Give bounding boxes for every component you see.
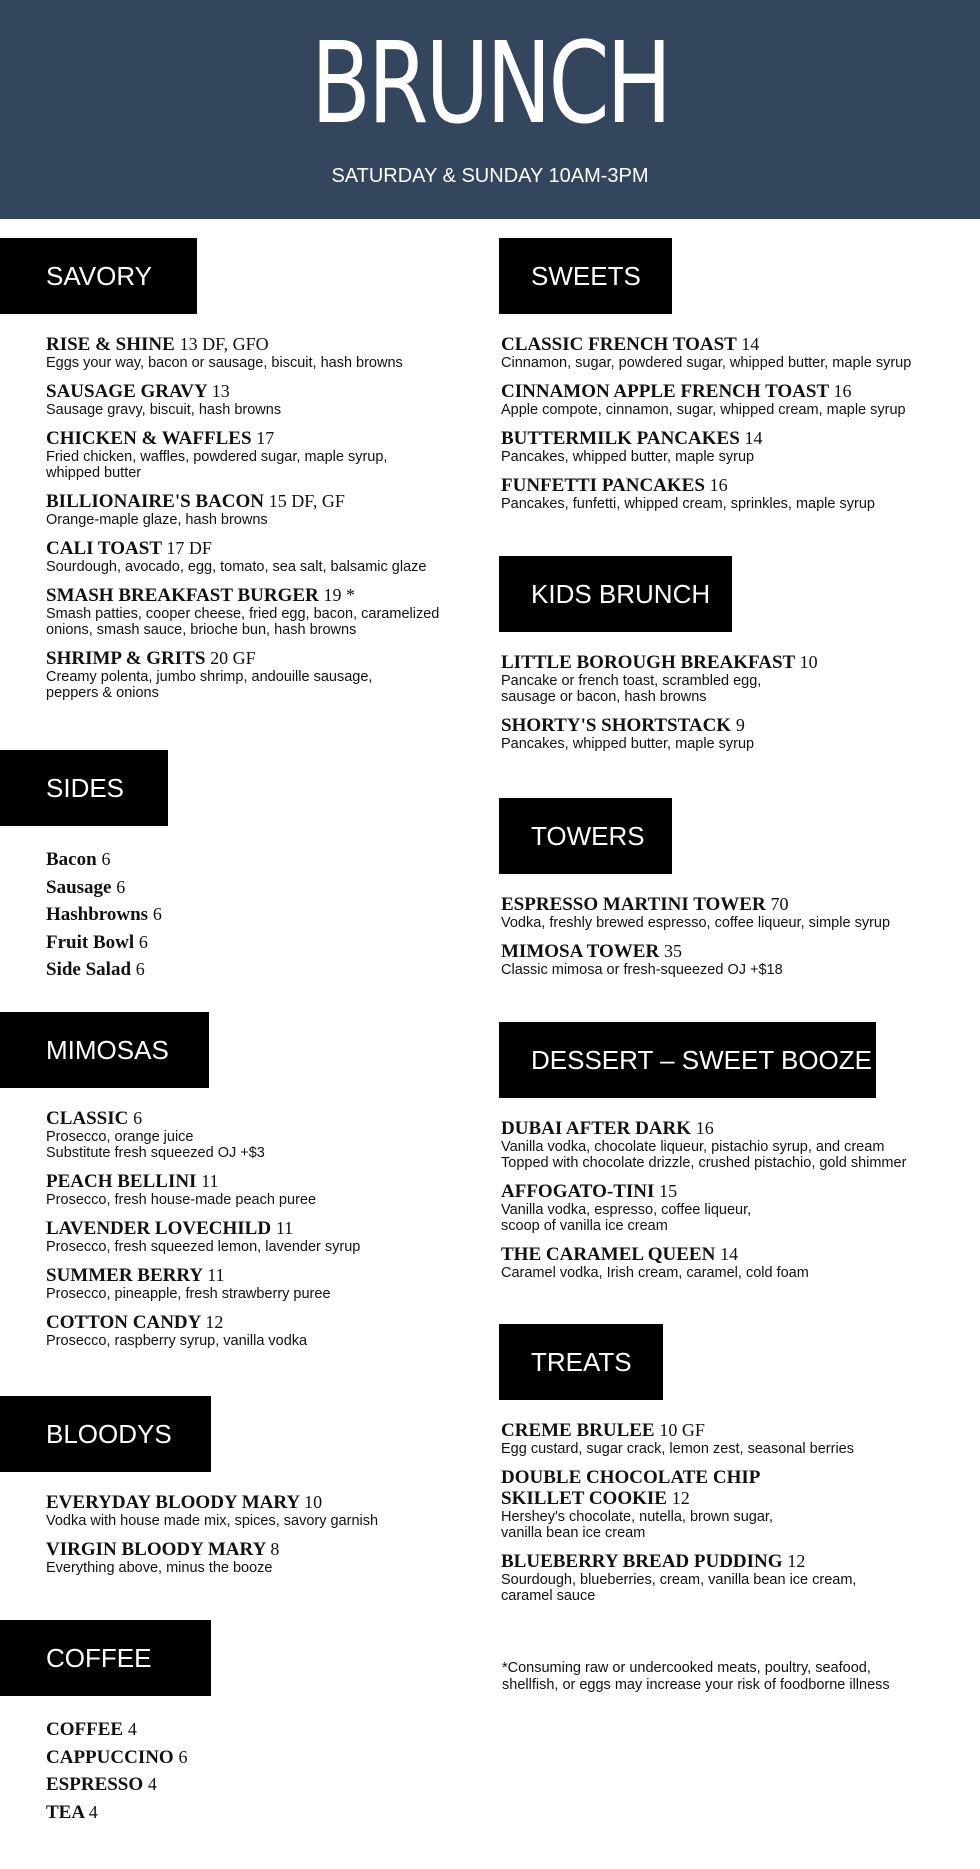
menu-item	[501, 652, 969, 705]
item-price: 35	[663, 941, 682, 961]
item-name: CINNAMON APPLE FRENCH TOAST	[501, 381, 829, 402]
section-items	[499, 1400, 969, 1604]
item-price: 13 DF, GFO	[179, 334, 269, 354]
menu-item	[501, 1551, 969, 1604]
item-description: Pancakes, whipped butter, maple syrup	[501, 449, 755, 465]
item-heading	[46, 334, 480, 355]
item-price: 11	[201, 1171, 219, 1191]
item-name: COFFEE	[46, 1719, 124, 1740]
item-price: 14	[741, 334, 760, 354]
item-name: Fruit Bowl	[46, 931, 135, 953]
item-heading	[501, 894, 969, 915]
section-items	[499, 632, 969, 752]
menu-item	[46, 1539, 480, 1576]
item-description: Eggs your way, bacon or sausage, biscuit, hash browns	[46, 355, 403, 371]
item-name: BILLIONAIRE'S BACON	[46, 491, 265, 512]
item-heading	[501, 1467, 969, 1488]
item-description: Classic mimosa or fresh-squeezed OJ +$18	[501, 962, 783, 978]
menu-item	[46, 1171, 480, 1208]
hours-subtitle: SATURDAY & SUNDAY 10AM-3PM	[331, 165, 649, 187]
item-description: Vodka with house made mix, spices, savory garnish	[46, 1513, 379, 1529]
item-price: 15 DF, GF	[268, 491, 345, 511]
item-description: Sausage gravy, biscuit, hash browns	[46, 402, 282, 418]
section-towers	[499, 798, 969, 988]
menu-item	[46, 648, 480, 701]
item-name: ESPRESSO	[46, 1774, 144, 1795]
item-price: 12	[671, 1488, 690, 1508]
menu-item	[501, 941, 969, 978]
section-title: KIDS BRUNCH	[499, 556, 732, 632]
item-description: vanilla bean ice cream	[501, 1525, 646, 1541]
section-items	[0, 1088, 480, 1349]
section-items	[499, 314, 969, 512]
item-description: scoop of vanilla ice cream	[501, 1218, 668, 1234]
menu-item	[46, 846, 480, 874]
item-name: DOUBLE CHOCOLATE CHIP	[501, 1467, 761, 1488]
item-description: Sourdough, blueberries, cream, vanilla bean ice cream,	[501, 1572, 857, 1588]
section-title: SWEETS	[499, 238, 672, 314]
item-description: peppers & onions	[46, 685, 159, 701]
section-savory	[0, 238, 480, 711]
item-heading	[501, 941, 969, 962]
header-banner	[0, 0, 980, 219]
item-price: 16	[709, 475, 728, 495]
item-price: 6	[135, 959, 145, 979]
item-description: Fried chicken, waffles, powdered sugar, maple syrup,	[46, 449, 388, 465]
menu-item	[46, 874, 480, 902]
item-name: SKILLET COOKIE	[501, 1488, 667, 1509]
menu-item	[46, 381, 480, 418]
section-items	[0, 1696, 480, 1826]
item-name: CHICKEN & WAFFLES	[46, 428, 252, 449]
item-name: SHORTY'S SHORTSTACK	[501, 715, 732, 736]
menu-item	[46, 1108, 480, 1161]
section-sides	[0, 750, 480, 984]
item-heading	[46, 538, 480, 559]
item-price: 4	[147, 1774, 157, 1794]
item-description: onions, smash sauce, brioche bun, hash browns	[46, 622, 357, 638]
item-name: Bacon	[46, 849, 97, 870]
footnote-line: *Consuming raw or undercooked meats, poultry, seafood,	[502, 1660, 871, 1676]
item-name: Side Salad	[46, 959, 132, 980]
item-heading	[46, 901, 480, 929]
section-title: BLOODYS	[0, 1396, 211, 1472]
item-price: 10	[304, 1492, 323, 1512]
footnote-line: shellfish, or eggs may increase your risk of foodborne illness	[502, 1677, 890, 1693]
section-items	[499, 874, 969, 978]
item-price: 6	[138, 931, 148, 952]
item-description: Apple compote, cinnamon, sugar, whipped cream, maple syrup	[501, 402, 906, 418]
menu-item	[46, 1218, 480, 1255]
item-heading	[46, 956, 480, 984]
item-description: Caramel vodka, Irish cream, caramel, cold foam	[501, 1265, 809, 1281]
menu-item	[46, 491, 480, 528]
section-coffee	[0, 1620, 480, 1826]
item-name: FUNFETTI PANCAKES	[501, 475, 705, 496]
item-heading	[46, 1218, 480, 1239]
item-price: 11	[275, 1218, 294, 1238]
item-price: 13	[211, 381, 230, 401]
item-name: BUTTERMILK PANCAKES	[501, 428, 740, 449]
item-heading	[46, 428, 480, 449]
menu-item	[501, 1181, 969, 1234]
section-title: SAVORY	[0, 238, 197, 314]
item-heading	[501, 1244, 969, 1265]
item-price: 15	[659, 1181, 678, 1201]
item-name: SHRIMP & GRITS	[46, 648, 206, 669]
item-name: VIRGIN BLOODY MARY	[46, 1539, 266, 1560]
item-description: Pancakes, funfetti, whipped cream, sprinkles, maple syrup	[501, 496, 875, 512]
item-price: 14	[720, 1244, 739, 1264]
menu-item	[46, 1744, 480, 1772]
section-items	[499, 1098, 969, 1281]
menu-item	[501, 428, 969, 465]
item-name: THE CARAMEL QUEEN	[501, 1244, 716, 1265]
item-name: CLASSIC FRENCH TOAST	[501, 334, 737, 355]
menu-item	[46, 929, 480, 957]
item-description: Cinnamon, sugar, powdered sugar, whipped butter, maple syrup	[501, 355, 912, 371]
menu-item	[46, 956, 480, 984]
section-items	[0, 1472, 480, 1576]
item-price: 6	[152, 904, 162, 924]
item-description: Egg custard, sugar crack, lemon zest, seasonal berries	[501, 1441, 854, 1457]
item-heading	[46, 1744, 480, 1772]
item-heading	[501, 428, 969, 449]
item-heading	[501, 475, 969, 496]
item-name: AFFOGATO-TINI	[501, 1181, 655, 1202]
item-price: 19 *	[323, 585, 355, 605]
section-title: TREATS	[499, 1324, 663, 1400]
section-dessert	[499, 1022, 969, 1291]
item-name: Sausage	[46, 876, 112, 898]
item-description: Prosecco, raspberry syrup, vanilla vodka	[46, 1333, 308, 1349]
item-heading	[46, 585, 480, 606]
item-price: 10 GF	[659, 1420, 705, 1440]
item-name: LAVENDER LOVECHILD	[46, 1218, 272, 1239]
menu-item	[46, 334, 480, 371]
menu-item	[501, 894, 969, 931]
item-price: 17	[256, 428, 275, 448]
menu-item	[501, 1420, 969, 1457]
menu-item	[501, 1244, 969, 1281]
item-name: ESPRESSO MARTINI TOWER	[501, 894, 766, 915]
item-heading	[501, 1420, 969, 1441]
page-title: BRUNCH	[311, 19, 669, 149]
item-heading	[46, 1171, 480, 1192]
section-title: SIDES	[0, 750, 168, 826]
section-items	[0, 826, 480, 984]
item-description: Pancakes, whipped butter, maple syrup	[501, 736, 755, 752]
item-heading	[46, 1716, 480, 1744]
item-price: 12	[205, 1312, 224, 1332]
item-description: caramel sauce	[501, 1588, 596, 1604]
item-heading	[46, 1799, 480, 1827]
item-price: 6	[133, 1108, 143, 1128]
item-heading	[501, 1551, 969, 1572]
item-description: Creamy polenta, jumbo shrimp, andouille sausage,	[46, 669, 373, 685]
item-heading	[501, 652, 969, 673]
section-title: TOWERS	[499, 798, 672, 874]
menu-item	[46, 1771, 480, 1799]
section-kids-brunch	[499, 556, 969, 762]
item-name: COTTON CANDY	[46, 1312, 201, 1333]
item-name: CLASSIC	[46, 1108, 129, 1129]
item-price: 12	[787, 1551, 806, 1571]
item-heading	[46, 874, 480, 902]
item-price: 20 GF	[210, 648, 256, 668]
item-price: 4	[127, 1719, 137, 1739]
item-name: RISE & SHINE	[46, 334, 175, 355]
item-description: Prosecco, fresh house-made peach puree	[46, 1192, 317, 1208]
menu-item	[501, 1118, 969, 1171]
item-description: Sourdough, avocado, egg, tomato, sea salt, balsamic glaze	[46, 559, 427, 575]
item-description: sausage or bacon, hash browns	[501, 689, 707, 705]
menu-item	[46, 901, 480, 929]
item-heading	[501, 715, 969, 736]
item-price: 9	[735, 715, 745, 735]
menu-item	[501, 475, 969, 512]
item-heading	[46, 1492, 480, 1513]
menu-item	[46, 585, 480, 638]
menu-item	[46, 428, 480, 481]
item-description: Hershey's chocolate, nutella, brown sugar,	[501, 1509, 773, 1525]
item-description: Substitute fresh squeezed OJ +$3	[46, 1145, 265, 1161]
allergen-footnote	[502, 1660, 942, 1694]
item-price: 6	[116, 876, 126, 897]
item-name: CALI TOAST	[46, 538, 162, 559]
item-price: 6	[178, 1746, 188, 1767]
item-name: CREME BRULEE	[501, 1420, 655, 1441]
menu-item	[46, 1799, 480, 1827]
menu-item	[501, 381, 969, 418]
section-title: MIMOSAS	[0, 1012, 209, 1088]
item-price: 8	[270, 1539, 280, 1559]
item-description: Vanilla vodka, chocolate liqueur, pistachio syrup, and cream	[501, 1139, 885, 1155]
item-description: whipped butter	[46, 465, 142, 481]
item-heading	[46, 1771, 480, 1799]
menu-item	[46, 1716, 480, 1744]
item-heading	[501, 1181, 969, 1202]
menu-item	[501, 1488, 969, 1541]
item-name: TEA	[46, 1801, 85, 1823]
section-sweets	[499, 238, 969, 522]
item-name: SAUSAGE GRAVY	[46, 381, 208, 402]
item-description: Prosecco, fresh squeezed lemon, lavender syrup	[46, 1239, 361, 1255]
item-price: 6	[101, 849, 111, 869]
menu-item	[46, 1492, 480, 1529]
section-title: COFFEE	[0, 1620, 211, 1696]
item-price: 14	[744, 428, 763, 448]
item-description: Smash patties, cooper cheese, fried egg, bacon, caramelized	[46, 606, 440, 622]
item-price: 16	[833, 381, 852, 401]
item-description: Pancake or french toast, scrambled egg,	[501, 673, 762, 689]
item-heading	[46, 929, 480, 957]
item-description: Prosecco, orange juice	[46, 1129, 194, 1145]
item-heading	[501, 1488, 969, 1509]
menu-item	[501, 1467, 969, 1488]
item-description: Vodka, freshly brewed espresso, coffee liqueur, simple syrup	[501, 915, 891, 931]
section-treats	[499, 1324, 969, 1614]
menu-item	[46, 538, 480, 575]
item-name: DUBAI AFTER DARK	[501, 1118, 692, 1139]
item-price: 70	[770, 894, 789, 914]
item-heading	[46, 1108, 480, 1129]
item-heading	[46, 1539, 480, 1560]
section-mimosas	[0, 1012, 480, 1359]
item-price: 4	[88, 1801, 98, 1822]
item-name: EVERYDAY BLOODY MARY	[46, 1492, 300, 1513]
menu-item	[501, 715, 969, 752]
menu-item	[46, 1265, 480, 1302]
menu-item	[501, 334, 969, 371]
item-description: Everything above, minus the booze	[46, 1560, 273, 1576]
item-heading	[501, 1118, 969, 1139]
item-description: Topped with chocolate drizzle, crushed pistachio, gold shimmer	[501, 1155, 907, 1171]
item-heading	[46, 846, 480, 874]
item-name: Hashbrowns	[46, 904, 149, 925]
item-price: 11	[207, 1265, 225, 1285]
item-description: Vanilla vodka, espresso, coffee liqueur,	[501, 1202, 752, 1218]
item-heading	[46, 1265, 480, 1286]
item-name: SMASH BREAKFAST BURGER	[46, 585, 319, 606]
item-heading	[46, 648, 480, 669]
item-name: SUMMER BERRY	[46, 1265, 203, 1286]
item-name: MIMOSA TOWER	[501, 941, 660, 962]
section-bloodys	[0, 1396, 480, 1586]
section-title: DESSERT – SWEET BOOZE	[499, 1022, 876, 1098]
item-heading	[46, 1312, 480, 1333]
item-name: BLUEBERRY BREAD PUDDING	[501, 1551, 783, 1572]
item-name: CAPPUCCINO	[46, 1746, 174, 1768]
item-description: Orange-maple glaze, hash browns	[46, 512, 268, 528]
item-heading	[501, 334, 969, 355]
item-heading	[501, 381, 969, 402]
menu-item	[46, 1312, 480, 1349]
item-name: PEACH BELLINI	[46, 1171, 197, 1192]
item-price: 10	[799, 652, 818, 672]
item-heading	[46, 491, 480, 512]
item-name: LITTLE BOROUGH BREAKFAST	[501, 652, 795, 673]
section-items	[0, 314, 480, 701]
item-price: 16	[695, 1118, 714, 1138]
item-price: 17 DF	[166, 538, 212, 558]
item-description: Prosecco, pineapple, fresh strawberry puree	[46, 1286, 331, 1302]
item-heading	[46, 381, 480, 402]
